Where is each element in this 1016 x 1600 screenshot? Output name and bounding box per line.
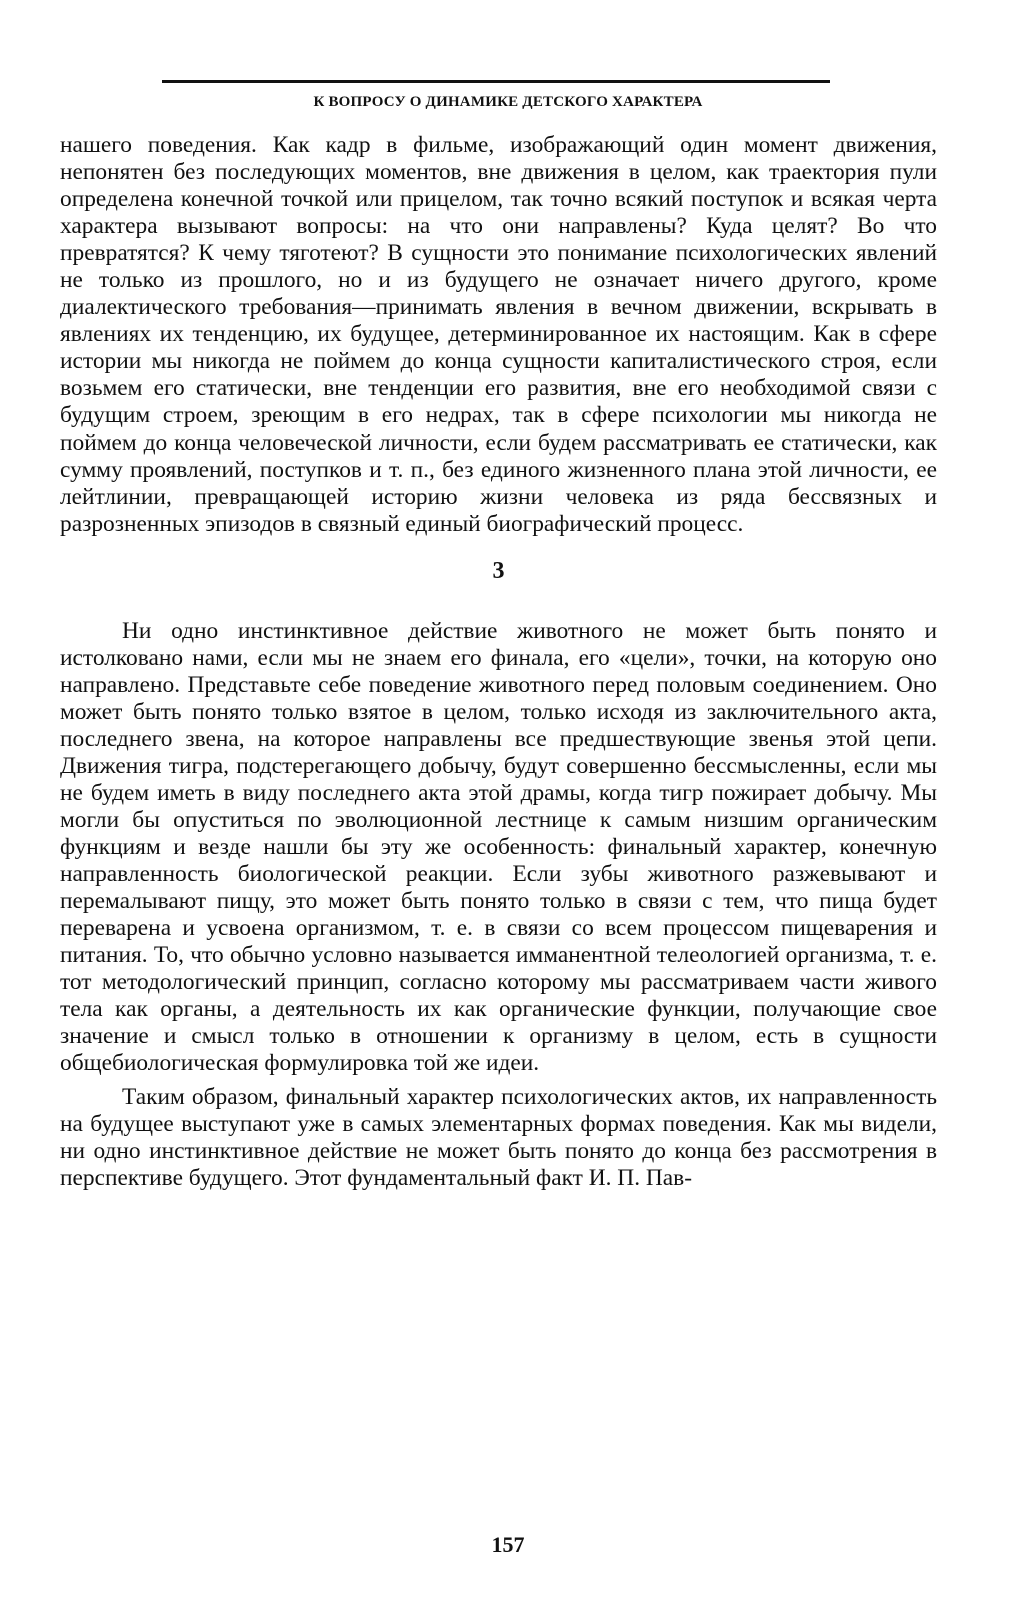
paragraph-continued: нашего поведения. Как кадр в фильме, изображающий один момент движения, непонятен без последующих моментов, вне движения в целом, как траектория пули определена конечной точкой или прицелом, так точно всякий поступок и всякая черта характера вызывают вопросы: на что они направлены? Куда целят? Во что превратятся? К чему тяготеют? В сущности это понимание психологических явлений не только из прошлого, но и из будущего не означает ничего другого, кроме диалектического требования—принимать явления в вечном движении, вскрывать в явлениях их тенденцию, их будущее, детерминированное их настоящим. Как в сфере истории мы никогда не поймем до конца сущности капиталистического строя, если возьмем его статически, вне тенденции его развития, вне его необходимой связи с будущим строем, зреющим в его недрах, так в сфере психологии мы никогда не поймем до конца человеческой личности, если будем рассматривать ее статически, как сумму проявлений, поступков и т. п., без единого жизненного плана этой личности, ее лейтлинии, превращающей историю жизни человека из ряда бессвязных и разрозненных эпизодов в связный единый биографический процесс.: [60, 132, 937, 537]
header-rule: [162, 80, 830, 83]
paragraph: Ни одно инстинктивное действие животного не может быть понято и истолковано нами, если мы не знаем его финала, его «цели», точки, на которую оно направлено. Представьте себе поведение животного перед половым соединением. Оно может быть понято только взятое в целом, только исходя из заключительного акта, последнего звена, на которое направлены все предшествующие звенья этой цепи. Движения тигра, подстерегающего добычу, будут совершенно бессмысленны, если мы не будем иметь в виду последнего акта этой драмы, когда тигр пожирает добычу. Мы могли бы опуститься по эволюционной лестнице к самым низшим органическим функциям и везде нашли бы эту же особенность: финальный характер, конечную направленность биологической реакции. Если зубы животного разжевывают и перемалывают пищу, это может быть понято только в связи с тем, что пища будет переварена и усвоена организмом, т. е. в связи со всем процессом пищеварения и питания. То, что обычно условно называется имманентной телеологией организма, т. е. тот методологический принцип, согласно которому мы рассматриваем части живого тела как органы, а деятельность их как органические функции, получающие свое значение и смысл только в отношении к организму в целом, есть в сущности общебиологическая формулировка той же идеи.: [60, 617, 937, 1077]
page-body: [60, 132, 937, 1192]
page-number: 157: [491, 1532, 525, 1557]
paragraph: Таким образом, финальный характер психологических актов, их направленность на будущее выступают уже в самых элементарных формах поведения. Как мы видели, ни одно инстинктивное действие не может быть понято до конца без рассмотрения в перспективе будущего. Этот фундаментальный факт И. П. Пав-: [60, 1083, 937, 1191]
running-title: К ВОПРОСУ О ДИНАМИКЕ ДЕТСКОГО ХАРАКТЕРА: [313, 94, 703, 110]
section-number: 3: [492, 557, 505, 584]
